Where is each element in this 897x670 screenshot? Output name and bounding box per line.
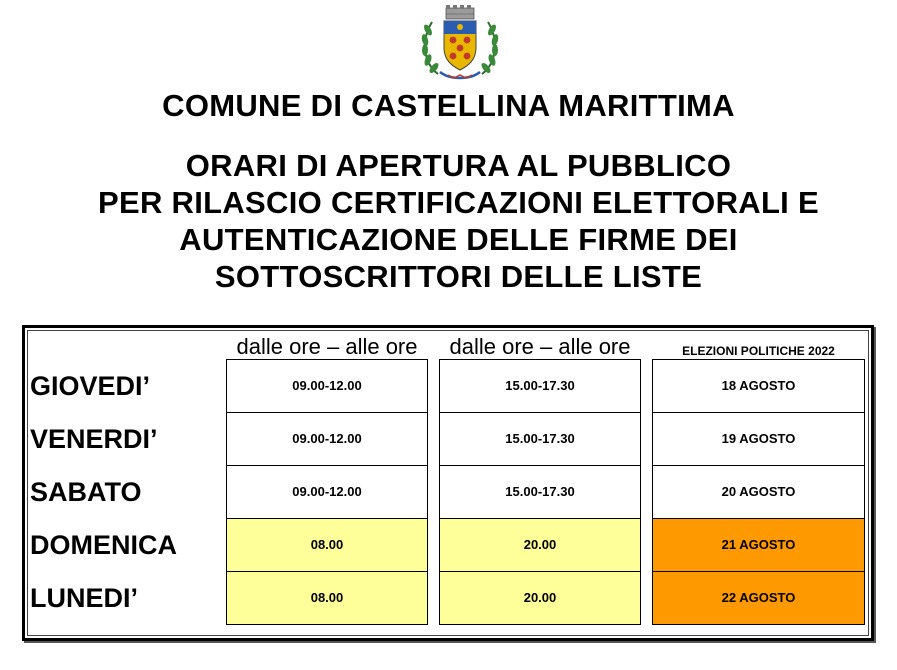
election-date-cell: 21 AGOSTO [652, 518, 865, 572]
notice-title-line: SOTTOSCRITTORI DELLE LISTE [214, 259, 703, 294]
morning-hours-cell: 09.00-12.00 [226, 359, 428, 413]
afternoon-hours-cell: 15.00-17.30 [439, 412, 641, 466]
municipality-name: COMUNE DI CASTELLINA MARITTIMA [162, 88, 735, 123]
notice-title-line: PER RILASCIO CERTIFICAZIONI ELETTORALI E [97, 185, 819, 220]
notice-title-line: AUTENTICAZIONE DELLE FIRME DEI [179, 222, 738, 257]
election-date-cell: 22 AGOSTO [652, 571, 865, 625]
opening-time-cell: 08.00 [226, 518, 428, 572]
column-header-afternoon: dalle ore – alle ore [449, 334, 631, 359]
closing-time-cell: 20.00 [439, 518, 641, 572]
day-label: SABATO [30, 477, 142, 507]
closing-time-cell: 20.00 [439, 571, 641, 625]
morning-hours-cell: 09.00-12.00 [226, 465, 428, 519]
day-label: LUNEDI’ [30, 583, 138, 613]
column-header-morning: dalle ore – alle ore [236, 334, 418, 359]
date-cell: 18 AGOSTO [652, 359, 865, 413]
coat-of-arms-icon [418, 4, 502, 82]
notice-title-line: ORARI DI APERTURA AL PUBBLICO [185, 148, 732, 183]
date-cell: 19 AGOSTO [652, 412, 865, 466]
morning-hours-cell: 09.00-12.00 [226, 412, 428, 466]
day-label: DOMENICA [30, 530, 177, 560]
column-header-election: ELEZIONI POLITICHE 2022 [682, 344, 835, 358]
afternoon-hours-cell: 15.00-17.30 [439, 465, 641, 519]
notice-title [0, 147, 897, 295]
opening-time-cell: 08.00 [226, 571, 428, 625]
day-label: VENERDI’ [30, 424, 158, 454]
afternoon-hours-cell: 15.00-17.30 [439, 359, 641, 413]
date-cell: 20 AGOSTO [652, 465, 865, 519]
day-label: GIOVEDI’ [30, 371, 151, 401]
